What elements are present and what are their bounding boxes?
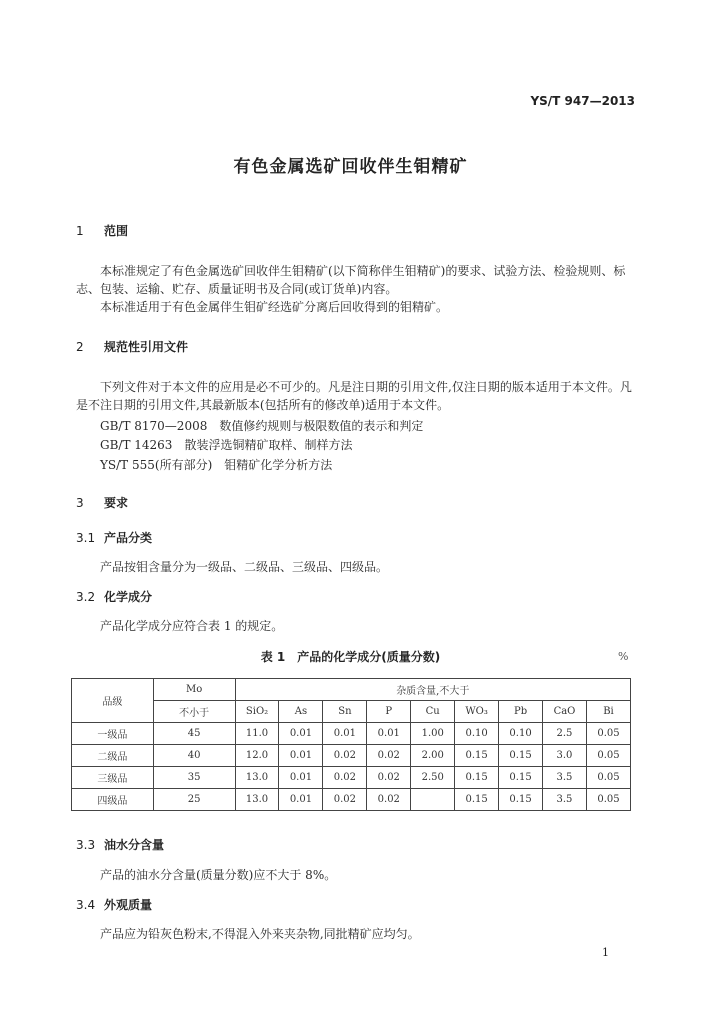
value-cell: 0.02 bbox=[367, 767, 411, 789]
section-number: 2 bbox=[76, 340, 84, 354]
section-number: 3.3 bbox=[76, 838, 96, 852]
section-3-heading bbox=[76, 494, 128, 511]
value-cell: 0.15 bbox=[455, 767, 499, 789]
section-3-4-paragraph: 产品应为铅灰色粉末,不得混入外来夹杂物,同批精矿应均匀。 bbox=[100, 927, 420, 941]
impurity-header: CaO bbox=[543, 701, 587, 723]
impurity-header: SiO₂ bbox=[235, 701, 279, 723]
impurity-header: As bbox=[279, 701, 323, 723]
value-cell: 0.05 bbox=[586, 767, 630, 789]
section-title: 外观质量 bbox=[104, 898, 153, 912]
section-3-1-heading bbox=[76, 529, 152, 546]
page-number: 1 bbox=[602, 946, 609, 959]
header-mo: Mo bbox=[153, 679, 235, 701]
value-cell: 0.15 bbox=[455, 789, 499, 811]
grade-cell: 二级品 bbox=[72, 745, 154, 767]
table-header-row bbox=[72, 679, 631, 701]
section-title: 化学成分 bbox=[104, 590, 153, 604]
header-grade: 品级 bbox=[72, 679, 154, 723]
section-title: 要求 bbox=[104, 496, 129, 510]
value-cell: 0.02 bbox=[323, 745, 367, 767]
header-mo-sub: 不小于 bbox=[153, 701, 235, 723]
mo-cell: 25 bbox=[153, 789, 235, 811]
table-row bbox=[72, 723, 631, 745]
impurity-header: Sn bbox=[323, 701, 367, 723]
value-cell: 13.0 bbox=[235, 767, 279, 789]
value-cell: 3.5 bbox=[543, 767, 587, 789]
table-row bbox=[72, 767, 631, 789]
value-cell: 0.15 bbox=[499, 789, 543, 811]
table-row bbox=[72, 745, 631, 767]
value-cell: 0.02 bbox=[323, 767, 367, 789]
document-title: 有色金属选矿回收伴生钼精矿 bbox=[233, 157, 468, 177]
section-title: 产品分类 bbox=[104, 531, 153, 545]
reference-item: YS/T 555(所有部分) 钼精矿化学分析方法 bbox=[100, 458, 333, 472]
value-cell: 0.15 bbox=[499, 767, 543, 789]
mo-cell: 40 bbox=[153, 745, 235, 767]
value-cell: 0.10 bbox=[455, 723, 499, 745]
value-cell: 0.02 bbox=[367, 789, 411, 811]
grade-cell: 一级品 bbox=[72, 723, 154, 745]
value-cell: 1.00 bbox=[411, 723, 455, 745]
value-cell: 0.01 bbox=[367, 723, 411, 745]
section-3-3-paragraph: 产品的油水分含量(质量分数)应不大于 8%。 bbox=[100, 868, 337, 882]
table-unit: % bbox=[618, 650, 629, 663]
section-title: 油水分含量 bbox=[104, 838, 165, 852]
value-cell: 12.0 bbox=[235, 745, 279, 767]
section-number: 3.2 bbox=[76, 590, 96, 604]
header-impurity: 杂质含量,不大于 bbox=[235, 679, 630, 701]
value-cell: 0.01 bbox=[323, 723, 367, 745]
value-cell: 13.0 bbox=[235, 789, 279, 811]
value-cell: 0.05 bbox=[586, 745, 630, 767]
section-number: 3.4 bbox=[76, 898, 96, 912]
section-1-paragraph-2: 本标准适用于有色金属伴生钼矿经选矿分离后回收得到的钼精矿。 bbox=[100, 300, 449, 314]
table-caption: 表 1 产品的化学成分(质量分数) bbox=[260, 650, 441, 664]
section-1-paragraph-1: 本标准规定了有色金属选矿回收伴生钼精矿(以下简称伴生钼精矿)的要求、试验方法、检验规则、标志、包装、运输、贮存、质量证明书及合同(或订货单)内容。 bbox=[76, 264, 626, 296]
section-number: 3 bbox=[76, 496, 84, 510]
section-3-4-heading bbox=[76, 896, 152, 913]
value-cell: 2.50 bbox=[411, 767, 455, 789]
reference-item: GB/T 8170—2008 数值修约规则与极限数值的表示和判定 bbox=[100, 419, 424, 433]
value-cell: 0.02 bbox=[367, 745, 411, 767]
table-subheader-row bbox=[72, 701, 631, 723]
value-cell: 2.00 bbox=[411, 745, 455, 767]
section-3-1-paragraph: 产品按钼含量分为一级品、二级品、三级品、四级品。 bbox=[100, 560, 389, 574]
value-cell: 0.10 bbox=[499, 723, 543, 745]
impurity-header: Bi bbox=[586, 701, 630, 723]
value-cell: 0.05 bbox=[586, 723, 630, 745]
section-number: 1 bbox=[76, 224, 84, 238]
section-title: 规范性引用文件 bbox=[104, 340, 189, 354]
value-cell: 3.5 bbox=[543, 789, 587, 811]
value-cell: 11.0 bbox=[235, 723, 279, 745]
value-cell: 0.15 bbox=[455, 745, 499, 767]
impurity-header: WO₃ bbox=[455, 701, 499, 723]
chemical-composition-table bbox=[71, 678, 631, 811]
reference-item: GB/T 14263 散装浮选铜精矿取样、制样方法 bbox=[100, 438, 353, 452]
mo-cell: 35 bbox=[153, 767, 235, 789]
section-title: 范围 bbox=[104, 224, 129, 238]
value-cell: 2.5 bbox=[543, 723, 587, 745]
section-3-3-heading bbox=[76, 836, 164, 853]
grade-cell: 四级品 bbox=[72, 789, 154, 811]
section-3-2-heading bbox=[76, 588, 152, 605]
section-2-paragraph: 下列文件对于本文件的应用是必不可少的。凡是注日期的引用文件,仅注日期的版本适用于本文件。凡是不注日期的引用文件,其最新版本(包括所有的修改单)适用于本文件。 bbox=[76, 380, 632, 412]
standard-number: YS/T 947—2013 bbox=[530, 94, 635, 108]
section-number: 3.1 bbox=[76, 531, 96, 545]
section-2-heading bbox=[76, 338, 188, 355]
grade-cell: 三级品 bbox=[72, 767, 154, 789]
value-cell: 3.0 bbox=[543, 745, 587, 767]
impurity-header: Pb bbox=[499, 701, 543, 723]
impurity-header: Cu bbox=[411, 701, 455, 723]
value-cell: 0.02 bbox=[323, 789, 367, 811]
value-cell bbox=[411, 789, 455, 811]
value-cell: 0.01 bbox=[279, 745, 323, 767]
value-cell: 0.01 bbox=[279, 767, 323, 789]
mo-cell: 45 bbox=[153, 723, 235, 745]
section-1-heading bbox=[76, 222, 128, 239]
value-cell: 0.15 bbox=[499, 745, 543, 767]
impurity-header: P bbox=[367, 701, 411, 723]
table-row bbox=[72, 789, 631, 811]
value-cell: 0.05 bbox=[586, 789, 630, 811]
section-3-2-paragraph: 产品化学成分应符合表 1 的规定。 bbox=[100, 619, 284, 633]
value-cell: 0.01 bbox=[279, 723, 323, 745]
value-cell: 0.01 bbox=[279, 789, 323, 811]
